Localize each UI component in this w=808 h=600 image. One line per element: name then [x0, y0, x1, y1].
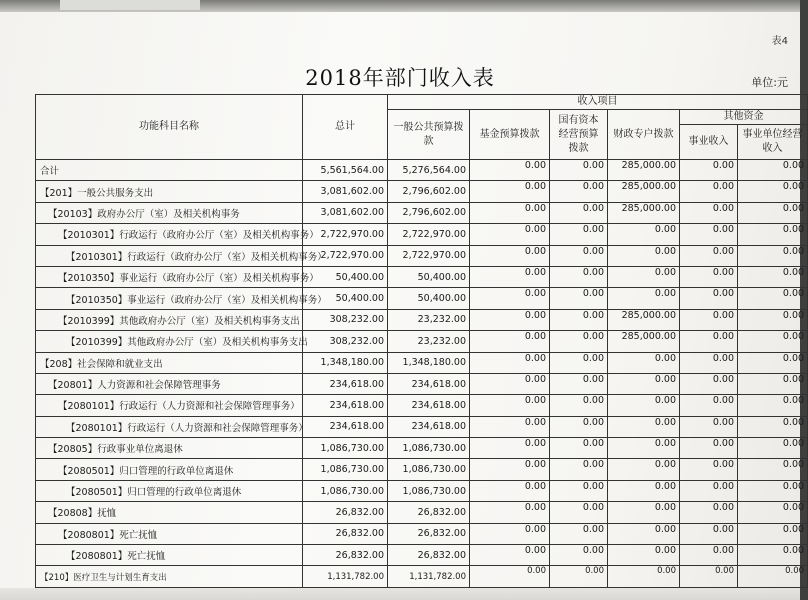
table-row — [36, 502, 808, 523]
cell-fund: 0.00 — [470, 266, 550, 287]
cell-general: 26,832.00 — [388, 545, 470, 566]
cell-total: 2,722,970.00 — [303, 245, 388, 266]
cell-fund: 0.00 — [470, 160, 550, 181]
table-row — [36, 309, 808, 330]
cell-general: 2,722,970.00 — [388, 245, 470, 266]
cell-total: 3,081,602.00 — [303, 202, 388, 223]
cell-fund: 0.00 — [470, 480, 550, 501]
cell-special: 0.00 — [608, 373, 680, 394]
cell-unit: 0.00 — [738, 288, 808, 309]
cell-unit: 0.00 — [738, 245, 808, 266]
cell-capital: 0.00 — [550, 202, 608, 223]
cell-total: 3,081,602.00 — [303, 181, 388, 202]
cell-subject-name: 【20103】政府办公厅（室）及相关机构事务 — [36, 202, 303, 223]
cell-special: 0.00 — [608, 224, 680, 245]
cell-unit: 0.00 — [738, 545, 808, 566]
cell-capital: 0.00 — [550, 566, 608, 587]
cell-general: 1,086,730.00 — [388, 480, 470, 501]
cell-special: 285,000.00 — [608, 202, 680, 223]
cell-special: 0.00 — [608, 502, 680, 523]
cell-total: 1,131,782.00 — [303, 566, 388, 587]
cell-special: 0.00 — [608, 523, 680, 544]
col-group-income: 收入项目 — [388, 95, 808, 110]
cell-general: 2,796,602.00 — [388, 202, 470, 223]
cell-capital: 0.00 — [550, 545, 608, 566]
table-row — [36, 224, 808, 245]
page-bottom-edge — [0, 588, 800, 600]
cell-subject-name: 【2080501】归口管理的行政单位离退休 — [36, 480, 303, 501]
cell-fund: 0.00 — [470, 373, 550, 394]
unit-label: 单位:元 — [751, 76, 788, 89]
cell-fund: 0.00 — [470, 395, 550, 416]
cell-unit: 0.00 — [738, 309, 808, 330]
cell-capital: 0.00 — [550, 395, 608, 416]
cell-subject-name: 【2080101】行政运行（人力资源和社会保障管理事务） — [36, 416, 303, 437]
cell-total: 234,618.00 — [303, 416, 388, 437]
page-top-edge — [0, 0, 800, 12]
cell-general: 23,232.00 — [388, 331, 470, 352]
cell-general: 1,348,180.00 — [388, 352, 470, 373]
cell-capital: 0.00 — [550, 160, 608, 181]
table-row — [36, 566, 808, 587]
cell-subject-name: 【2080501】归口管理的行政单位离退休 — [36, 459, 303, 480]
cell-fund: 0.00 — [470, 245, 550, 266]
cell-business: 0.00 — [680, 459, 738, 480]
cell-fund: 0.00 — [470, 545, 550, 566]
table-row — [36, 245, 808, 266]
cell-total: 26,832.00 — [303, 523, 388, 544]
cell-capital: 0.00 — [550, 459, 608, 480]
col-header-business-income: 事业收入 — [680, 125, 738, 160]
cell-special: 285,000.00 — [608, 331, 680, 352]
cell-special: 0.00 — [608, 352, 680, 373]
table-row — [36, 160, 808, 181]
cell-special: 0.00 — [608, 459, 680, 480]
cell-capital: 0.00 — [550, 502, 608, 523]
cell-fund: 0.00 — [470, 331, 550, 352]
table-row — [36, 181, 808, 202]
cell-business: 0.00 — [680, 373, 738, 394]
cell-unit: 0.00 — [738, 266, 808, 287]
cell-special: 0.00 — [608, 288, 680, 309]
cell-capital: 0.00 — [550, 523, 608, 544]
income-table-wrapper — [35, 94, 807, 588]
cell-total: 50,400.00 — [303, 266, 388, 287]
cell-general: 2,796,602.00 — [388, 181, 470, 202]
cell-subject-name: 【20808】抚恤 — [36, 502, 303, 523]
cell-fund: 0.00 — [470, 438, 550, 459]
cell-business: 0.00 — [680, 160, 738, 181]
cell-total: 5,561,564.00 — [303, 160, 388, 181]
col-header-total: 总计 — [303, 95, 388, 160]
cell-fund: 0.00 — [470, 309, 550, 330]
col-header-name: 功能科目名称 — [36, 95, 303, 160]
cell-capital: 0.00 — [550, 266, 608, 287]
cell-unit: 0.00 — [738, 331, 808, 352]
cell-capital: 0.00 — [550, 416, 608, 437]
col-header-general-budget: 一般公共预算拨款 — [388, 110, 470, 160]
cell-subject-name: 【2010399】其他政府办公厅（室）及相关机构事务支出 — [36, 331, 303, 352]
cell-unit: 0.00 — [738, 224, 808, 245]
cell-general: 26,832.00 — [388, 502, 470, 523]
cell-special: 0.00 — [608, 395, 680, 416]
cell-unit: 0.00 — [738, 566, 808, 587]
cell-subject-name: 【2010350】事业运行（政府办公厅（室）及相关机构事务） — [36, 266, 303, 287]
table-row — [36, 288, 808, 309]
cell-subject-name: 【2010350】事业运行（政府办公厅（室）及相关机构事务） — [36, 288, 303, 309]
cell-unit: 0.00 — [738, 395, 808, 416]
col-group-other: 其他资金 — [680, 110, 808, 125]
cell-general: 1,086,730.00 — [388, 459, 470, 480]
cell-unit: 0.00 — [738, 416, 808, 437]
cell-business: 0.00 — [680, 288, 738, 309]
cell-capital: 0.00 — [550, 352, 608, 373]
cell-total: 2,722,970.00 — [303, 224, 388, 245]
cell-special: 0.00 — [608, 438, 680, 459]
cell-business: 0.00 — [680, 352, 738, 373]
cell-special: 285,000.00 — [608, 160, 680, 181]
cell-unit: 0.00 — [738, 480, 808, 501]
cell-fund: 0.00 — [470, 288, 550, 309]
cell-capital: 0.00 — [550, 331, 608, 352]
cell-business: 0.00 — [680, 224, 738, 245]
cell-subject-name: 【201】一般公共服务支出 — [36, 181, 303, 202]
cell-business: 0.00 — [680, 502, 738, 523]
cell-total: 1,086,730.00 — [303, 438, 388, 459]
cell-business: 0.00 — [680, 202, 738, 223]
cell-business: 0.00 — [680, 566, 738, 587]
page-title: 2018年部门收入表 — [305, 66, 495, 90]
cell-capital: 0.00 — [550, 309, 608, 330]
cell-total: 1,348,180.00 — [303, 352, 388, 373]
cell-unit: 0.00 — [738, 459, 808, 480]
cell-fund: 0.00 — [470, 502, 550, 523]
cell-total: 234,618.00 — [303, 373, 388, 394]
cell-general: 50,400.00 — [388, 266, 470, 287]
cell-business: 0.00 — [680, 545, 738, 566]
table-row — [36, 416, 808, 437]
table-row — [36, 480, 808, 501]
cell-business: 0.00 — [680, 395, 738, 416]
cell-business: 0.00 — [680, 309, 738, 330]
cell-general: 23,232.00 — [388, 309, 470, 330]
table-row — [36, 352, 808, 373]
table-body — [36, 160, 808, 588]
cell-unit: 0.00 — [738, 202, 808, 223]
cell-capital: 0.00 — [550, 224, 608, 245]
cell-general: 26,832.00 — [388, 523, 470, 544]
cell-fund: 0.00 — [470, 202, 550, 223]
cell-special: 285,000.00 — [608, 181, 680, 202]
cell-total: 308,232.00 — [303, 309, 388, 330]
cell-special: 285,000.00 — [608, 309, 680, 330]
income-table — [35, 94, 808, 588]
cell-general: 2,722,970.00 — [388, 224, 470, 245]
cell-total: 26,832.00 — [303, 545, 388, 566]
cell-fund: 0.00 — [470, 523, 550, 544]
cell-capital: 0.00 — [550, 245, 608, 266]
cell-general: 234,618.00 — [388, 373, 470, 394]
cell-general: 234,618.00 — [388, 395, 470, 416]
cell-fund: 0.00 — [470, 416, 550, 437]
cell-special: 0.00 — [608, 266, 680, 287]
cell-subject-name: 【2080801】死亡抚恤 — [36, 545, 303, 566]
cell-capital: 0.00 — [550, 438, 608, 459]
cell-business: 0.00 — [680, 266, 738, 287]
cell-subject-name: 【2080801】死亡抚恤 — [36, 523, 303, 544]
cell-capital: 0.00 — [550, 288, 608, 309]
col-header-special-fund: 财政专户拨款 — [608, 110, 680, 160]
col-header-fund-budget: 基金预算拨款 — [470, 110, 550, 160]
table-row — [36, 331, 808, 352]
cell-unit: 0.00 — [738, 373, 808, 394]
cell-general: 1,086,730.00 — [388, 438, 470, 459]
cell-subject-name: 【2080101】行政运行（人力资源和社会保障管理事务） — [36, 395, 303, 416]
cell-total: 234,618.00 — [303, 395, 388, 416]
cell-business: 0.00 — [680, 523, 738, 544]
cell-fund: 0.00 — [470, 459, 550, 480]
cell-fund: 0.00 — [470, 224, 550, 245]
cell-general: 1,131,782.00 — [388, 566, 470, 587]
table-row — [36, 545, 808, 566]
cell-unit: 0.00 — [738, 352, 808, 373]
table-row — [36, 438, 808, 459]
cell-general: 234,618.00 — [388, 416, 470, 437]
col-header-state-capital: 国有资本经营预算拨款 — [550, 110, 608, 160]
table-row — [36, 459, 808, 480]
cell-total: 1,086,730.00 — [303, 459, 388, 480]
cell-subject-name: 【20805】行政事业单位离退休 — [36, 438, 303, 459]
cell-business: 0.00 — [680, 480, 738, 501]
cell-total: 26,832.00 — [303, 502, 388, 523]
cell-subject-name: 【2010301】行政运行（政府办公厅（室）及相关机构事务） — [36, 224, 303, 245]
cell-total: 1,086,730.00 — [303, 480, 388, 501]
cell-general: 5,276,564.00 — [388, 160, 470, 181]
table-header — [36, 95, 808, 160]
cell-capital: 0.00 — [550, 480, 608, 501]
cell-subject-name: 合计 — [36, 160, 303, 181]
cell-unit: 0.00 — [738, 502, 808, 523]
cell-unit: 0.00 — [738, 523, 808, 544]
cell-unit: 0.00 — [738, 181, 808, 202]
cell-business: 0.00 — [680, 438, 738, 459]
cell-business: 0.00 — [680, 181, 738, 202]
col-header-business-unit-income: 事业单位经营收入 — [738, 125, 808, 160]
cell-special: 0.00 — [608, 480, 680, 501]
cell-business: 0.00 — [680, 245, 738, 266]
table-row — [36, 395, 808, 416]
cell-subject-name: 【210】医疗卫生与计划生育支出 — [36, 566, 303, 587]
cell-unit: 0.00 — [738, 438, 808, 459]
cell-business: 0.00 — [680, 416, 738, 437]
table-row — [36, 202, 808, 223]
table-row — [36, 523, 808, 544]
cell-fund: 0.00 — [470, 352, 550, 373]
cell-subject-name: 【208】社会保障和就业支出 — [36, 352, 303, 373]
cell-special: 0.00 — [608, 416, 680, 437]
cell-special: 0.00 — [608, 566, 680, 587]
cell-fund: 0.00 — [470, 181, 550, 202]
cell-business: 0.00 — [680, 331, 738, 352]
cell-subject-name: 【2010399】其他政府办公厅（室）及相关机构事务支出 — [36, 309, 303, 330]
cell-total: 50,400.00 — [303, 288, 388, 309]
page-number: 表4 — [771, 36, 788, 47]
cell-subject-name: 【2010301】行政运行（政府办公厅（室）及相关机构事务） — [36, 245, 303, 266]
cell-special: 0.00 — [608, 245, 680, 266]
cell-fund: 0.00 — [470, 566, 550, 587]
cell-special: 0.00 — [608, 545, 680, 566]
cell-general: 50,400.00 — [388, 288, 470, 309]
cell-capital: 0.00 — [550, 181, 608, 202]
table-row — [36, 266, 808, 287]
cell-capital: 0.00 — [550, 373, 608, 394]
cell-unit: 0.00 — [738, 160, 808, 181]
cell-total: 308,232.00 — [303, 331, 388, 352]
table-row — [36, 373, 808, 394]
cell-subject-name: 【20801】人力资源和社会保障管理事务 — [36, 373, 303, 394]
